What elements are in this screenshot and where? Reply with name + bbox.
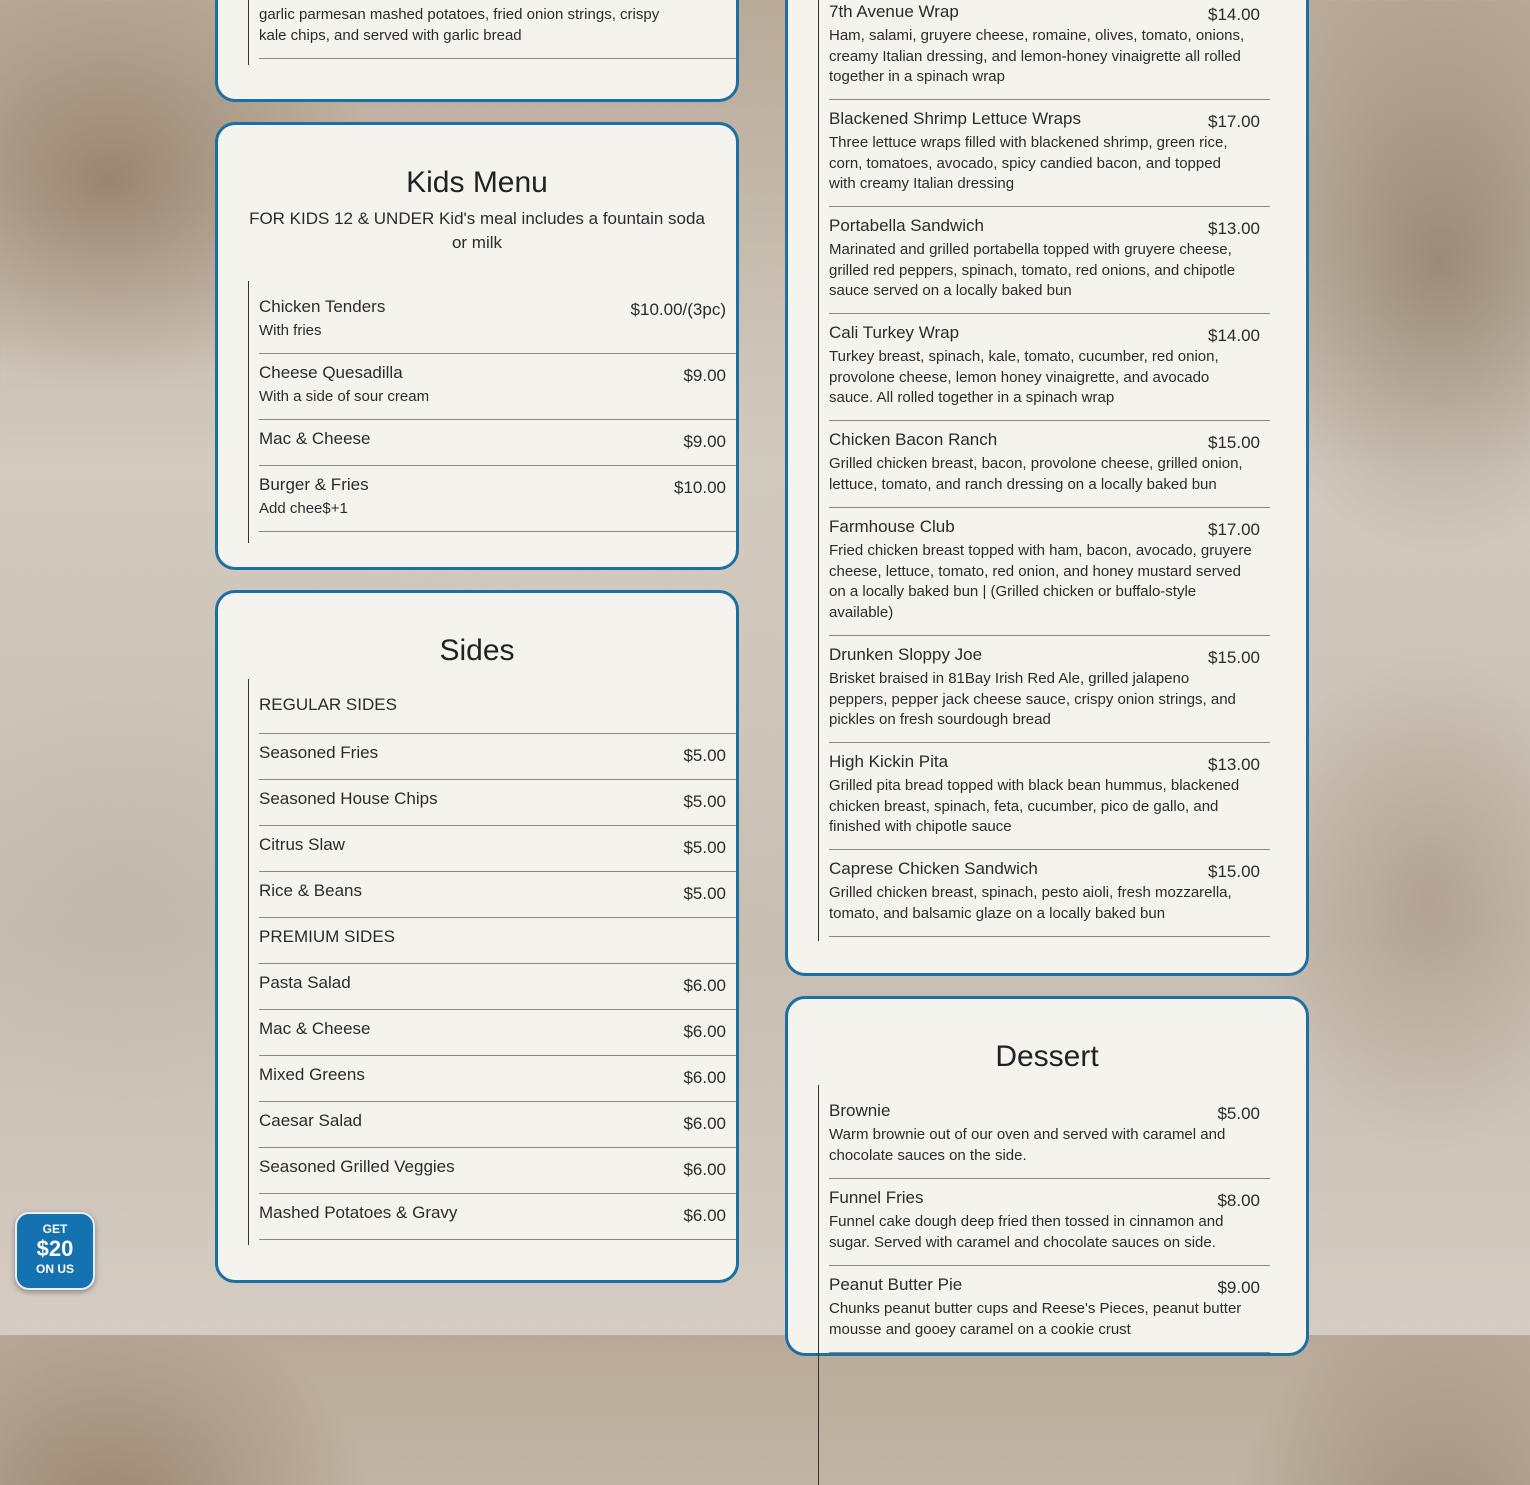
list-item <box>259 354 736 420</box>
item-price: $6.00 <box>683 1114 726 1133</box>
item-name: Caprese Chicken Sandwich <box>829 859 1038 878</box>
list-item <box>259 1010 736 1056</box>
list-item <box>829 1266 1270 1353</box>
item-price: $5.00 <box>683 884 726 903</box>
list-item <box>829 1101 1270 1179</box>
list-item <box>829 508 1270 636</box>
item-description: Grilled pita bread topped with black bean hummus, blackened chicken breast, spinach, feta, cucumber, pico de gallo, and finished with chipotle sauce <box>829 777 1240 835</box>
item-price: $5.00 <box>683 792 726 811</box>
list-item <box>829 100 1270 207</box>
item-name: Seasoned House Chips <box>259 789 438 808</box>
item-description: Chunks peanut butter cups and Reese's Pieces, peanut butter mousse and gooey caramel on a cookie crust <box>829 1300 1242 1338</box>
item-name: Seasoned Grilled Veggies <box>259 1157 455 1176</box>
sandwiches-card <box>785 0 1309 976</box>
section-note: FOR KIDS 12 & UNDER Kid's meal includes a fountain soda or milk <box>249 209 705 252</box>
list-item <box>829 421 1270 508</box>
item-description: Funnel cake dough deep fried then tossed in cinnamon and sugar. Served with caramel and chocolate sauces on side. <box>829 1213 1224 1251</box>
item-price: $14.00 <box>1208 326 1260 345</box>
item-price: $6.00 <box>683 1068 726 1087</box>
item-name: Blackened Shrimp Lettuce Wraps <box>829 109 1081 128</box>
badge-line3: ON US <box>35 1262 74 1276</box>
item-name: Cheese Quesadilla <box>259 363 403 382</box>
list-item <box>829 743 1270 850</box>
item-name: Chicken Tenders <box>259 297 386 316</box>
sides-items <box>248 679 736 1245</box>
list-item <box>259 466 736 532</box>
item-name: Chicken Bacon Ranch <box>829 430 998 449</box>
item-description <box>259 5 659 46</box>
item-description: Brisket braised in 81Bay Irish Red Ale, grilled jalapeno peppers, pepper jack cheese sauce, crispy onion strings, and pickles on fresh sourdough bread <box>829 670 1236 728</box>
regular-sides-heading: REGULAR SIDES <box>259 695 397 714</box>
premium-sides-heading: PREMIUM SIDES <box>259 927 396 946</box>
item-description: Marinated and grilled portabella topped with gruyere cheese, grilled red peppers, spinach, tomato, red onions, and chipotle sauce served on a locally baked bun <box>829 241 1236 299</box>
item-price: $6.00 <box>683 976 726 995</box>
list-item <box>259 1194 736 1240</box>
badge-line1: GET <box>42 1222 68 1236</box>
item-price: $13.00 <box>1208 219 1260 238</box>
item-name: Citrus Slaw <box>259 835 345 854</box>
item-description: Ham, salami, gruyere cheese, romaine, olives, tomato, onions, creamy Italian dressing, and lemon-honey vinaigrette all rolled together in a spinach wrap <box>829 27 1245 85</box>
list-item <box>259 780 736 826</box>
item-price: $6.00 <box>683 1206 726 1225</box>
item-description: With a side of sour cream <box>259 388 430 405</box>
sides-card <box>215 590 739 1283</box>
list-item <box>829 2 1270 100</box>
item-description: With fries <box>259 322 322 339</box>
item-name: Rice & Beans <box>259 881 362 900</box>
list-item <box>259 5 736 59</box>
item-name: Mac & Cheese <box>259 1019 371 1038</box>
item-price: $15.00 <box>1208 433 1260 452</box>
item-price: $5.00 <box>1217 1104 1260 1123</box>
badge-amount: $20 <box>36 1236 74 1261</box>
item-price: $17.00 <box>1208 112 1260 131</box>
list-item <box>259 918 736 964</box>
item-price: $17.00 <box>1208 520 1260 539</box>
promo-badge[interactable] <box>15 1212 95 1290</box>
list-item <box>259 1102 736 1148</box>
list-item <box>259 1056 736 1102</box>
item-name: Mixed Greens <box>259 1065 365 1084</box>
kids-items <box>248 281 736 543</box>
list-item <box>829 1179 1270 1266</box>
item-description: Add chee$+1 <box>259 500 348 517</box>
item-description: Three lettuce wraps filled with blackened shrimp, green rice, corn, tomatoes, avocado, spicy candied bacon, and topped with creamy Italian dressing <box>829 134 1228 192</box>
list-item <box>829 207 1270 314</box>
item-price: $10.00 <box>674 478 726 497</box>
item-price: $9.00 <box>683 432 726 451</box>
item-price: $9.00 <box>1217 1278 1260 1297</box>
item-description: Grilled chicken breast, spinach, pesto aioli, fresh mozzarella, tomato, and balsamic glaze on a locally baked bun <box>829 884 1232 922</box>
item-price: $13.00 <box>1208 755 1260 774</box>
entrees-items <box>248 0 736 65</box>
item-price: $15.00 <box>1208 648 1260 667</box>
item-name: High Kickin Pita <box>829 752 949 771</box>
list-item <box>259 695 736 734</box>
item-name: Peanut Butter Pie <box>829 1275 963 1294</box>
item-description: Warm brownie out of our oven and served with caramel and chocolate sauces on the side. <box>829 1126 1226 1164</box>
item-price: $6.00 <box>683 1160 726 1179</box>
item-description: Turkey breast, spinach, kale, tomato, cucumber, red onion, provolone cheese, lemon honey vinaigrette, and avocado sauce. All rolled together in a spinach wrap <box>829 348 1219 406</box>
item-name: Portabella Sandwich <box>829 216 984 235</box>
desc-line: kale chips, and served with garlic bread <box>259 26 522 44</box>
list-item <box>829 636 1270 743</box>
list-item <box>259 964 736 1010</box>
desc-line: garlic parmesan mashed potatoes, fried onion strings, crispy <box>259 6 660 23</box>
item-price: $6.00 <box>683 1022 726 1041</box>
item-price: $9.00 <box>683 366 726 385</box>
list-item <box>829 850 1270 937</box>
dessert-card <box>785 996 1309 1356</box>
item-price: $8.00 <box>1217 1191 1260 1210</box>
item-name: Drunken Sloppy Joe <box>829 645 983 664</box>
sandwiches-items <box>818 0 1270 941</box>
item-price: $5.00 <box>683 746 726 765</box>
item-name: Brownie <box>829 1101 891 1120</box>
list-item <box>259 1148 736 1194</box>
dessert-items <box>818 1085 1270 1485</box>
list-item <box>829 314 1270 421</box>
item-price: $10.00/(3pc) <box>630 300 726 319</box>
section-title: Kids Menu <box>406 166 548 199</box>
list-item <box>259 734 736 780</box>
section-title: Sides <box>439 634 515 667</box>
list-item <box>259 297 736 354</box>
item-price: $5.00 <box>683 838 726 857</box>
item-name: Mashed Potatoes & Gravy <box>259 1203 458 1222</box>
item-name: Mac & Cheese <box>259 429 371 448</box>
item-price: $15.00 <box>1208 862 1260 881</box>
item-name: Seasoned Fries <box>259 743 379 762</box>
item-price: $14.00 <box>1208 5 1260 24</box>
item-description: Grilled chicken breast, bacon, provolone cheese, grilled onion, lettuce, tomato, and ranch dressing on a locally baked bun <box>829 455 1243 493</box>
item-name: Farmhouse Club <box>829 517 955 536</box>
item-name: Funnel Fries <box>829 1188 924 1207</box>
kids-menu-card <box>215 122 739 570</box>
item-name: Cali Turkey Wrap <box>829 323 960 342</box>
item-description: Fried chicken breast topped with ham, bacon, avocado, gruyere cheese, lettuce, tomato, red onion, and honey mustard served on a locally baked bun | (Grilled chicken or buffalo-style available) <box>829 542 1252 621</box>
item-name: Caesar Salad <box>259 1111 363 1130</box>
item-name: 7th Avenue Wrap <box>829 2 959 21</box>
item-name: Burger & Fries <box>259 475 369 494</box>
item-name: Pasta Salad <box>259 973 351 992</box>
list-item <box>259 872 736 918</box>
list-item <box>259 826 736 872</box>
list-item <box>259 420 736 466</box>
section-title: Dessert <box>995 1040 1099 1073</box>
entrees-card <box>215 0 739 102</box>
